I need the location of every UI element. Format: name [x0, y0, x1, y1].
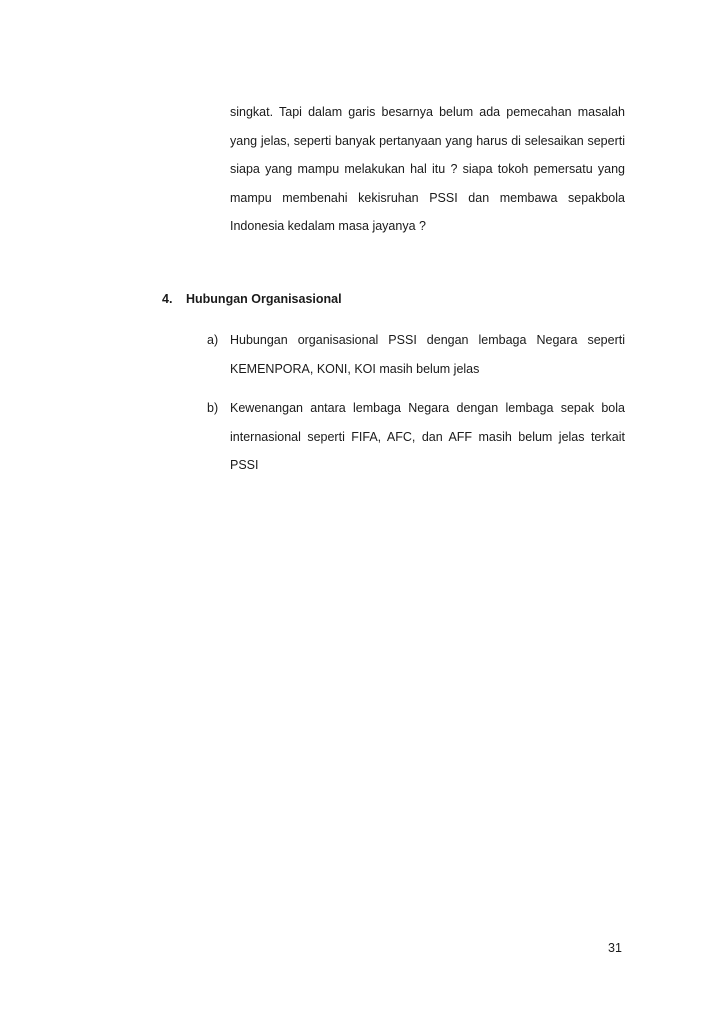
list-text-a: Hubungan organisasional PSSI dengan lembaga Negara seperti KEMENPORA, KONI, KOI masih belum jelas [230, 333, 625, 376]
page-number: 31 [608, 941, 622, 955]
continuation-paragraph: singkat. Tapi dalam garis besarnya belum ada pemecahan masalah yang jelas, seperti banyak pertanyaan yang harus di selesaikan seperti siapa yang mampu melakukan hal itu ? siapa tokoh pemersatu yang mampu membenahi kekisruhan PSSI dan membawa sepakbola Indonesia kedalam masa jayanya ? [230, 105, 625, 233]
list-text-b: Kewenangan antara lembaga Negara dengan lembaga sepak bola internasional seperti FIFA, AFC, dan AFF masih belum jelas terkait PSSI [230, 401, 625, 472]
list-marker-a: a) [207, 333, 219, 347]
section-heading [162, 285, 342, 313]
section-title: Hubungan Organisasional [186, 292, 342, 306]
section-number: 4. [162, 292, 173, 306]
list-marker-b: b) [207, 401, 219, 415]
